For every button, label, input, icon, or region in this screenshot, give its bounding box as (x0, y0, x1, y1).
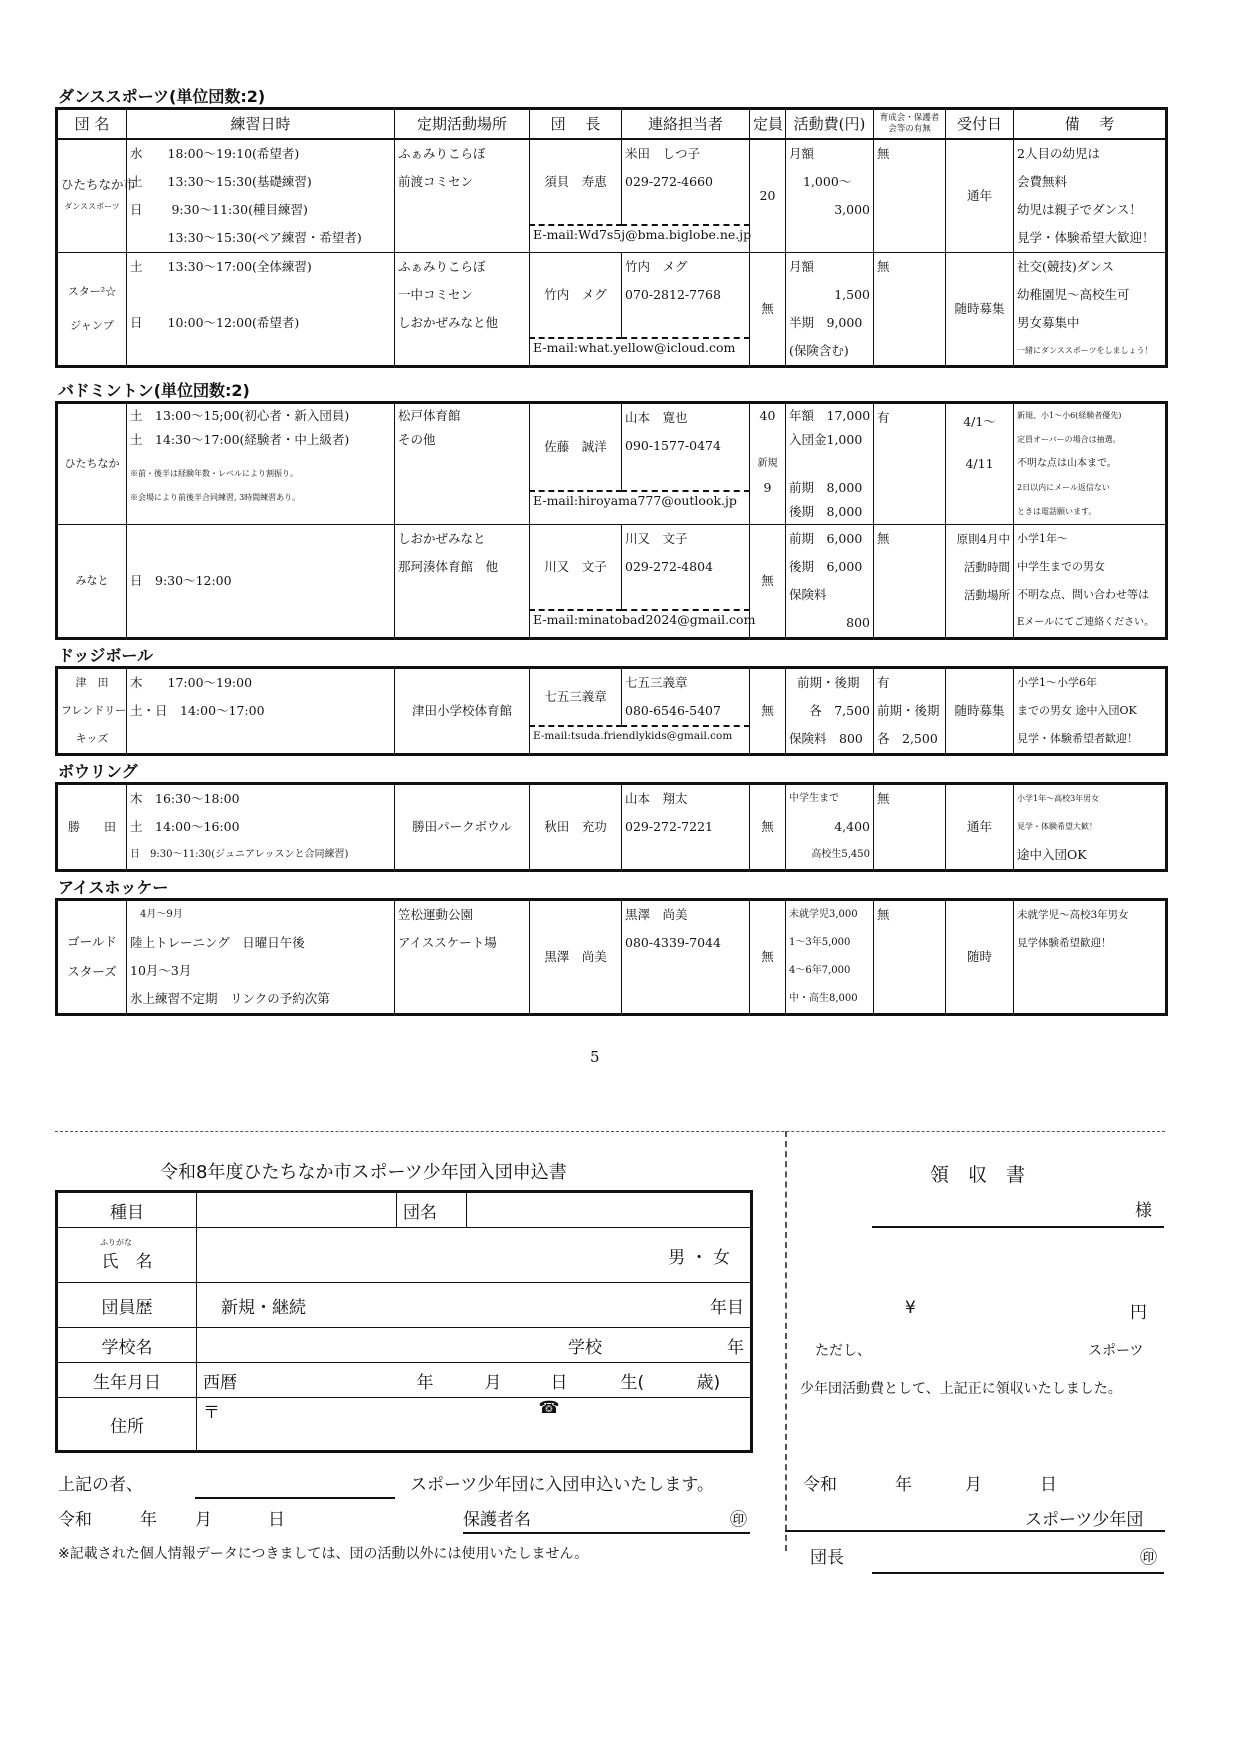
receipt-leader-line[interactable] (872, 1572, 1164, 1574)
header-capacity: 定員 (750, 109, 786, 140)
team-leader: 七五三義章 (530, 668, 622, 727)
team-remarks: 2人目の幼児は 会費無料 幼児は親子でダンス！ 見学・体験希望大歓迎！ (1014, 139, 1167, 253)
team-schedule: 木 17:00～19:00 土・日 14:00～17:00 (127, 668, 395, 755)
apply-date-era: 令和 (58, 1510, 92, 1530)
birth-field[interactable]: 西暦 年 月 日 生( 歳) (197, 1363, 752, 1398)
header-schedule: 練習日時 (127, 109, 395, 140)
team-fee: 月額 1,000～ 3,000 (786, 139, 874, 253)
team-parents: 有 (874, 403, 946, 525)
team-capacity: 40 新規 9 (750, 403, 786, 525)
team-email[interactable]: E-mail:hiroyama777@outlook.jp (530, 491, 750, 525)
team-leader: 川又 文子 (530, 525, 622, 611)
receipt-date-day: 日 (1040, 1475, 1057, 1495)
history-field[interactable]: 新規・継続 年目 (197, 1283, 752, 1328)
table-row (57, 253, 1167, 339)
application-title: 令和8年度ひたちなか市スポーツ少年団入団申込書 (160, 1162, 567, 1183)
postal-icon: 〒 (203, 1403, 220, 1423)
team-email[interactable]: E-mail:tsuda.friendlykids@gmail.com (530, 726, 750, 755)
team-fee: 未就学児3,000 1～3年5,000 4～6年7,000 中・高生8,000 (786, 900, 874, 1015)
team-schedule: 土 13:00～15;00(初心者・新入団員) 土 14:30～17:00(経験者・中上級者) ※前・後半は経験年数・レベルにより割振り。 ※会場により前後半合同練習, 3時間練習あり。 (127, 403, 395, 525)
team-capacity: 無 (750, 784, 786, 871)
team-parents: 無 (874, 139, 946, 253)
team-reception: 通年 (946, 139, 1014, 253)
table-row (57, 900, 1167, 1015)
cut-line-horizontal (55, 1131, 1165, 1132)
team-reception: 随時 (946, 900, 1014, 1015)
receipt-note2: 少年団活動費として、上記正に領収いたしました。 (800, 1381, 1122, 1397)
team-name: ひたちなか (57, 403, 127, 525)
guardian-label: 保護者名 (463, 1510, 531, 1530)
team-venue: 松戸体育館 その他 (395, 403, 530, 525)
team-schedule: 土 13:30～17:00(全体練習) 日 10:00～12:00(希望者) (127, 253, 395, 367)
bowling-table (55, 782, 1168, 872)
team-parents: 無 (874, 253, 946, 367)
team-name: 勝 田 (57, 784, 127, 871)
header-fee: 活動費(円) (786, 109, 874, 140)
team-schedule: 木 16:30～18:00 土 14:00～16:00 日 9:30～11:30(ジュニアレッスンと合同練習) (127, 784, 395, 871)
header-name: 団 名 (57, 109, 127, 140)
team-venue: しおかぜみなと 那珂湊体育館 他 (395, 525, 530, 639)
seal-icon: ㊞ (730, 1510, 747, 1530)
table-row (57, 668, 1167, 727)
section-title-dance: ダンススポーツ(単位団数:2) (58, 87, 266, 106)
team-venue: 勝田パークボウル (395, 784, 530, 871)
team-parents: 有 前期・後期 各 2,500 (874, 668, 946, 755)
privacy-note: ※記載された個人情報データにつきましては、団の活動以外には使用いたしません。 (58, 1546, 589, 1562)
team-remarks: 新規、小1～小6(経験者優先) 定員オーバーの場合は抽選。 不明な点は山本まで。 2日以内にメール返信ない ときは電話願います。 (1014, 403, 1167, 525)
birth-label: 生年月日 (57, 1363, 197, 1398)
team-name: 津 田 フレンドリー キッズ (57, 668, 127, 755)
team-parents: 無 (874, 900, 946, 1015)
team-contact: 山本 翔太 029-272-7221 (622, 784, 750, 871)
page-number: 5 (590, 1048, 600, 1066)
team-leader: 黒澤 尚美 (530, 900, 622, 1015)
team-capacity: 無 (750, 668, 786, 755)
header-row (57, 109, 1167, 140)
team-contact: 米田 しつ子 029-272-4660 (622, 139, 750, 225)
guardian-line[interactable] (463, 1532, 750, 1534)
table-row (57, 784, 1167, 871)
cut-line-vertical (785, 1131, 787, 1551)
team-remarks: 小学1～小学6年 までの男女 途中入団OK 見学・体験希望者歓迎！ (1014, 668, 1167, 755)
name-field[interactable] (197, 1228, 752, 1283)
team-remarks: 未就学児～高校3年男女 見学体験希望歓迎！ (1014, 900, 1167, 1015)
team-reception: 原則4月中 活動時間 活動場所 (946, 525, 1014, 639)
team-schedule: 水 18:00～19:10(希望者) 土 13:30～15:30(基礎練習) 日 9:30～11:30(種目練習) 13:30～15:30(ペア練習・希望者) (127, 139, 395, 253)
team-capacity: 20 (750, 139, 786, 253)
en-label: 円 (1130, 1303, 1147, 1323)
team-leader: 秋田 充功 (530, 784, 622, 871)
team-reception: 通年 (946, 784, 1014, 871)
address-field[interactable] (197, 1398, 752, 1452)
team-contact: 黒澤 尚美 080-4339-7044 (622, 900, 750, 1015)
event-label: 種目 (57, 1192, 197, 1228)
section-title-badminton: バドミントン(単位団数:2) (58, 381, 250, 400)
team-leader: 竹内 メグ (530, 253, 622, 339)
team-venue: 津田小学校体育館 (395, 668, 530, 755)
receipt-date-era: 令和 (803, 1475, 837, 1495)
team-leader: 須貝 寿恵 (530, 139, 622, 225)
team-fee: 月額 1,500 半期 9,000 (保険含む) (786, 253, 874, 367)
team-contact: 七五三義章 080-6546-5407 (622, 668, 750, 727)
team-venue: 笠松運動公園 アイススケート場 (395, 900, 530, 1015)
team-schedule: 日 9:30～12:00 (127, 525, 395, 639)
team-email[interactable]: E-mail:what.yellow@icloud.com (530, 338, 750, 367)
address-label: 住所 (57, 1398, 197, 1452)
team-parents: 無 (874, 525, 946, 639)
team-name: ゴールド スターズ (57, 900, 127, 1015)
header-remarks: 備 考 (1014, 109, 1167, 140)
section-title-bowling: ボウリング (58, 762, 138, 781)
section-title-dodgeball: ドッジボール (58, 646, 154, 665)
receipt-club-suffix: スポーツ少年団 (1025, 1510, 1144, 1530)
team-fee: 年額 17,000 入団金1,000 前期 8,000 後期 8,000 (786, 403, 874, 525)
apply-date-year: 年 (140, 1510, 157, 1530)
team-fee: 中学生まで 4,400 高校生5,450 (786, 784, 874, 871)
name-label: ふりがな 氏 名 (57, 1228, 197, 1283)
team-leader: 佐藤 誠洋 (530, 403, 622, 492)
application-form (55, 1190, 753, 1453)
icehockey-table (55, 898, 1168, 1016)
receipt-note-left: ただし、 (815, 1343, 871, 1359)
team-contact: 竹内 メグ 070-2812-7768 (622, 253, 750, 339)
team-remarks: 社交(競技)ダンス 幼稚園児～高校生可 男女募集中 一緒にダンススポーツをしましょう！ (1014, 253, 1167, 367)
team-schedule: 4月～9月 陸上トレーニング 日曜日午後 10月～3月 氷上練習不定期 リンクの予約次第 (127, 900, 395, 1015)
team-contact: 山本 寛也 090-1577-0474 (622, 403, 750, 492)
header-venue: 定期活動場所 (395, 109, 530, 140)
yen-sign: ¥ (905, 1298, 916, 1318)
receipt-seal-icon: ㊞ (1140, 1548, 1157, 1568)
school-label: 学校名 (57, 1328, 197, 1363)
team-field[interactable] (467, 1192, 752, 1228)
header-leader: 団 長 (530, 109, 622, 140)
history-label: 団員歴 (57, 1283, 197, 1328)
badminton-table (55, 401, 1168, 640)
receipt-title: 領 収 書 (930, 1164, 1026, 1186)
receipt-leader-label: 団長 (810, 1548, 844, 1568)
apply-date-day: 日 (268, 1510, 285, 1530)
club-name-line[interactable] (195, 1497, 395, 1499)
team-capacity: 無 (750, 525, 786, 639)
section-title-icehockey: アイスホッケー (58, 878, 169, 897)
team-reception: 随時募集 (946, 668, 1014, 755)
team-parents: 無 (874, 784, 946, 871)
receipt-note-right: スポーツ (1088, 1343, 1144, 1359)
gender-option[interactable]: 男 ・ 女 (668, 1247, 730, 1268)
team-venue: ふぁみりこらぼ 一中コミセン しおかぜみなと他 (395, 253, 530, 367)
team-name: みなと (57, 525, 127, 639)
team-fee: 前期・後期 各 7,500 保険料 800 (786, 668, 874, 755)
team-fee: 前期 6,000 後期 6,000 保険料 800 (786, 525, 874, 639)
team-name: スター²☆ ジャンプ (57, 253, 127, 367)
team-reception: 随時募集 (946, 253, 1014, 367)
team-email[interactable]: E-mail:minatobad2024@gmail.com (530, 610, 750, 639)
apply-date-month: 月 (195, 1510, 212, 1530)
table-row (57, 139, 1167, 225)
team-email[interactable]: E-mail:Wd7s5j@bma.biglobe.ne.jp (530, 225, 750, 253)
header-reception: 受付日 (946, 109, 1014, 140)
team-name: ひたちなか市 ダンススポーツ (57, 139, 127, 253)
apply-prefix: 上記の者、 (58, 1475, 143, 1495)
team-label: 団名 (397, 1192, 467, 1228)
header-contact: 連絡担当者 (622, 109, 750, 140)
event-field[interactable] (197, 1192, 397, 1228)
team-capacity: 無 (750, 253, 786, 367)
receipt-club-line[interactable] (785, 1530, 1165, 1532)
dodgeball-table (55, 666, 1168, 756)
team-venue: ふぁみりこらぼ 前渡コミセン (395, 139, 530, 253)
header-parents: 育成会・保護者会等の有無 (874, 109, 946, 140)
team-remarks: 小学1年～高校3年男女 見学・体験希望大歓！ 途中入団OK (1014, 784, 1167, 871)
team-remarks: 小学1年～ 中学生までの男女 不明な点、問い合わせ等は Eメールにてご連絡ください。 (1014, 525, 1167, 639)
phone-icon: ☎ (538, 1398, 560, 1418)
team-capacity: 無 (750, 900, 786, 1015)
apply-suffix: スポーツ少年団に入団申込いたします。 (410, 1475, 714, 1495)
team-contact: 川又 文子 029-272-4804 (622, 525, 750, 611)
school-field[interactable]: 学校 年 (197, 1328, 752, 1363)
table-row (57, 525, 1167, 611)
table-row (57, 403, 1167, 492)
receipt-date-year: 年 (895, 1475, 912, 1495)
receipt-name-line[interactable] (872, 1226, 1164, 1228)
team-reception: 4/1～ 4/11 (946, 403, 1014, 525)
dance-table (55, 107, 1168, 368)
receipt-honorific: 様 (1135, 1201, 1152, 1221)
receipt-date-month: 月 (965, 1475, 982, 1495)
